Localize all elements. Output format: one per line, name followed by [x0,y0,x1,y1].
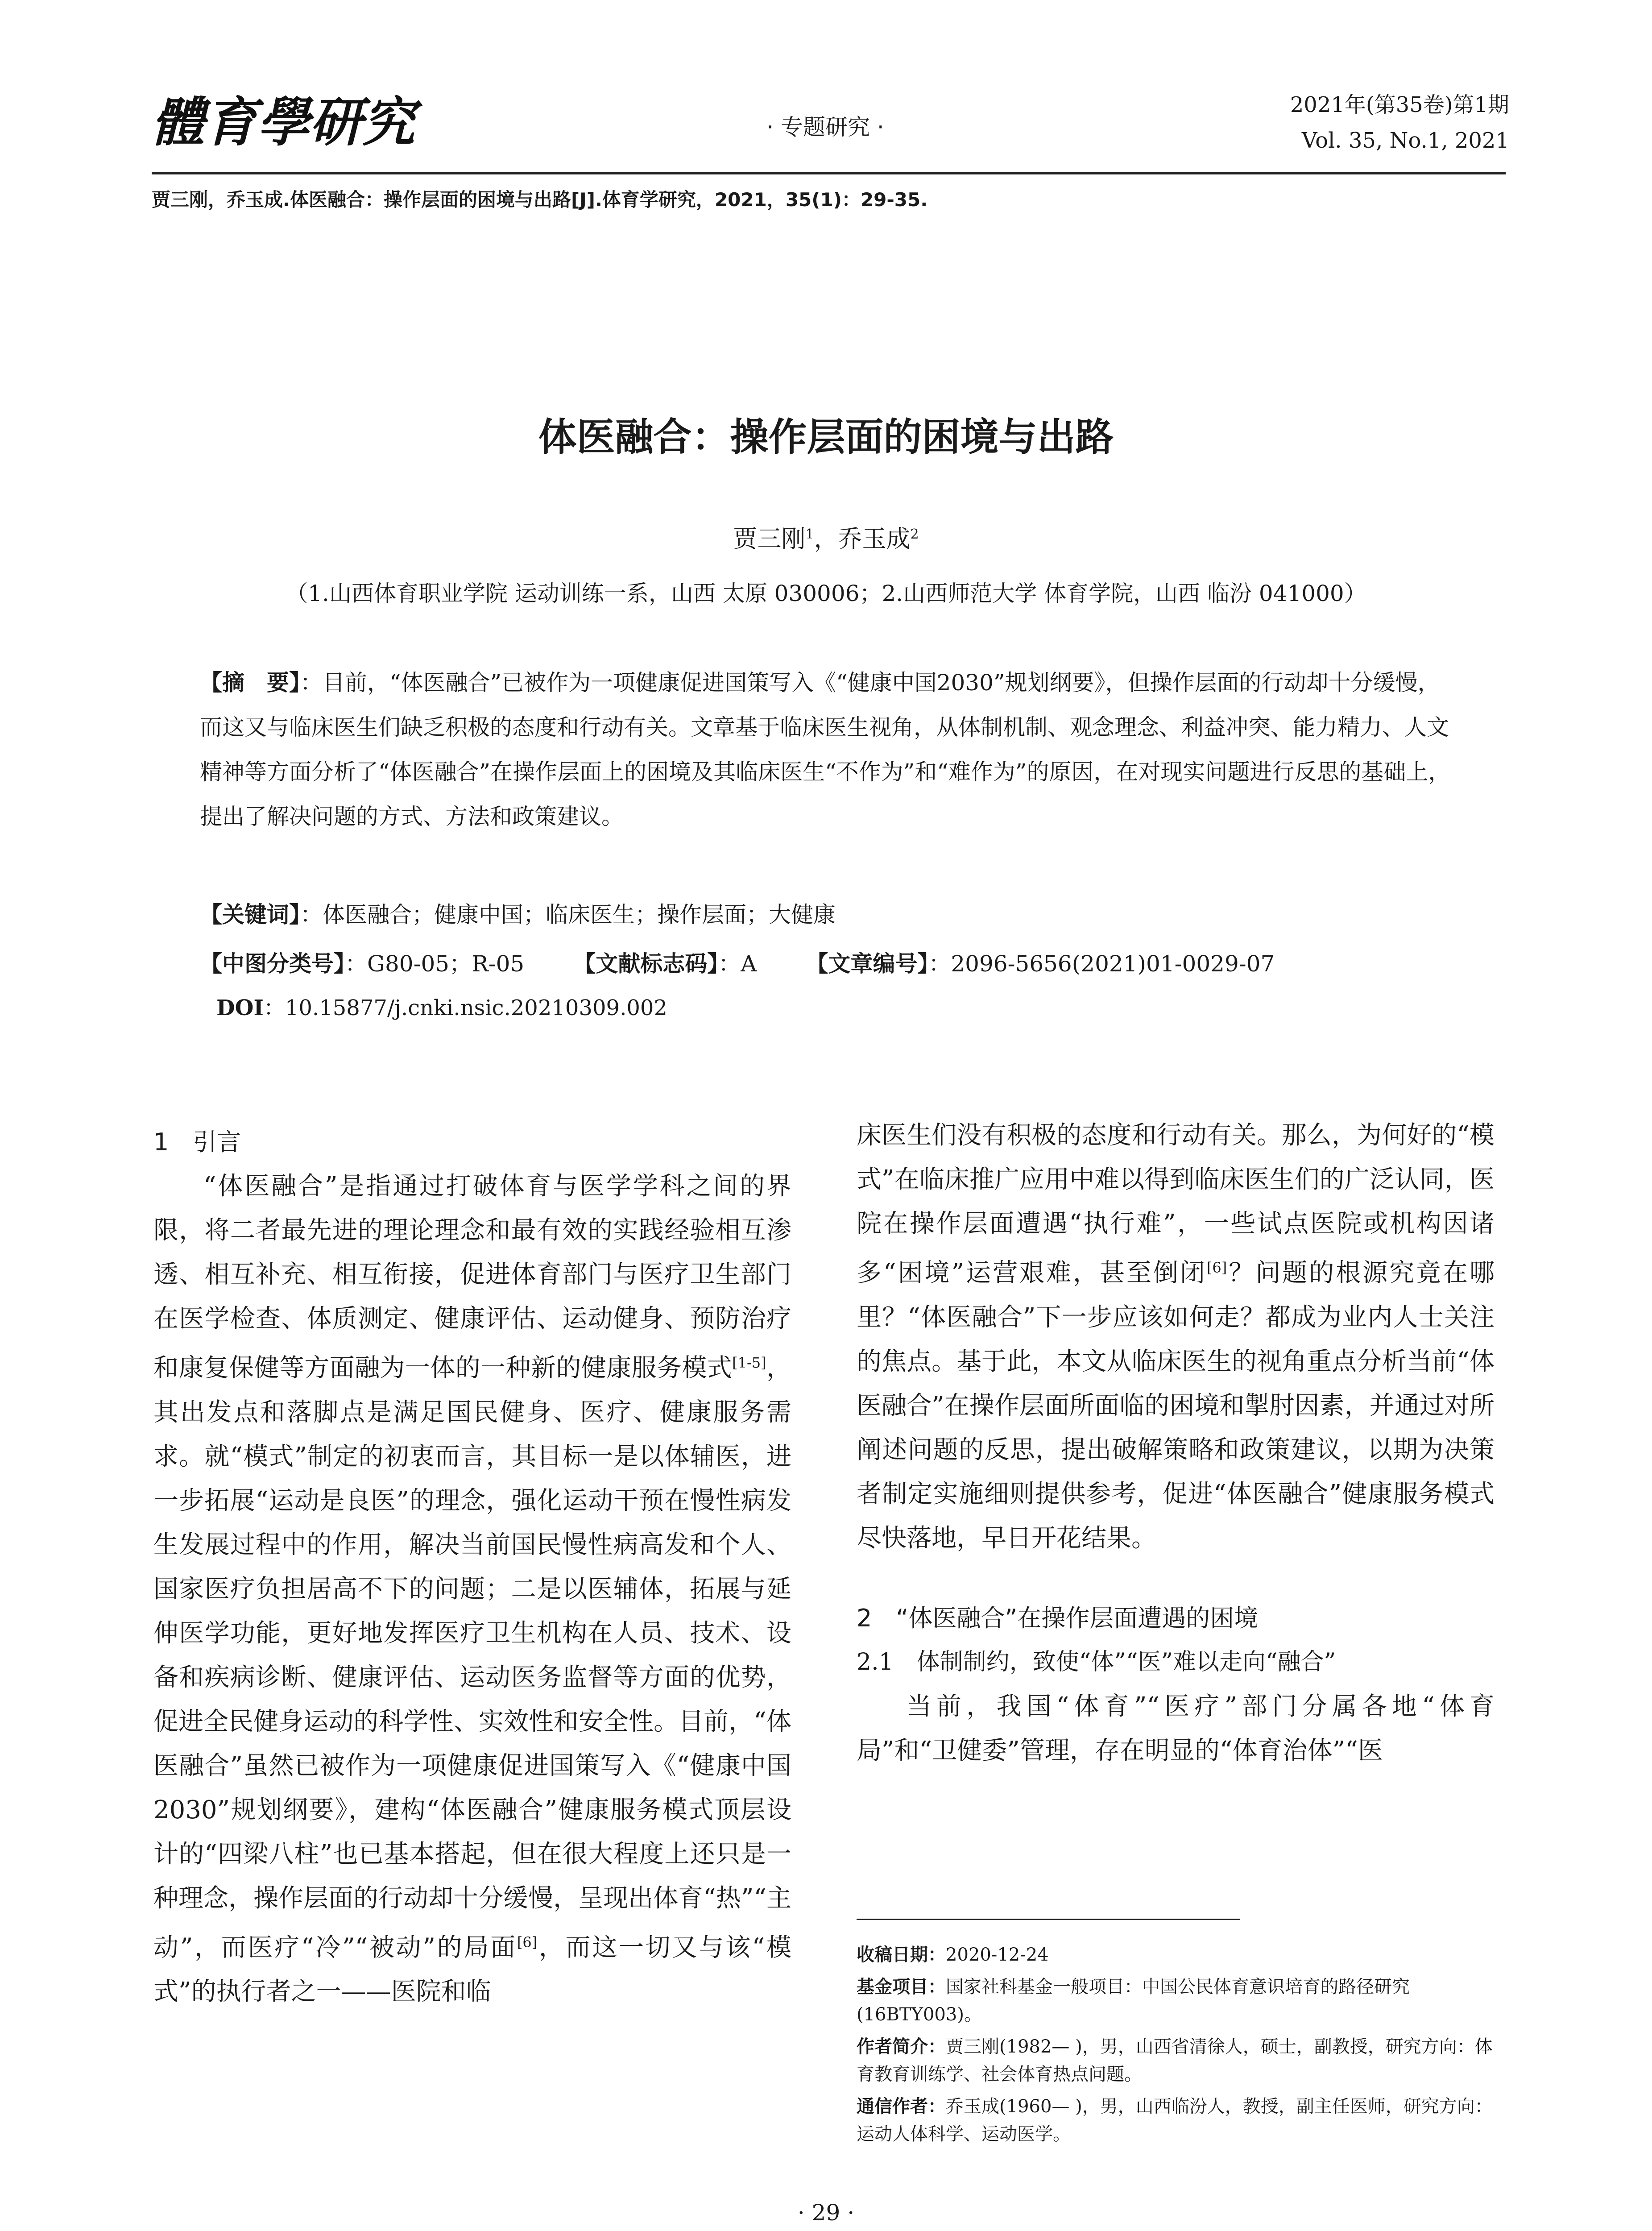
corresponding-value: 乔玉成(1960— )，男，山西临汾人，教授，副主任医师，研究方向：运动人体科学、运动医学。 [857,2096,1493,2144]
keywords [200,892,1453,937]
doccode-value: ：A [718,951,757,977]
author-2-affiliation: 2 [910,527,919,542]
corresponding-label: 通信作者： [857,2096,946,2117]
clc-value: ：G80-05；R-05 [345,951,525,977]
issue-line-year: 2021年(第35卷)第1期 [1290,92,1509,117]
clc-label: 【中图分类号】 [200,951,345,977]
keywords-text: ：体医融合；健康中国；临床医生；操作层面；大健康 [300,902,836,928]
keywords-label: 【关键词】 [200,902,300,928]
page-number: · 29 · [797,2200,855,2226]
intro-paragraph-continued [857,1113,1495,1560]
journal-logo [152,87,428,158]
body-right-column [857,1113,1495,1773]
intro-text-part-2: ，其出发点和落脚点是满足国民健身、医疗、健康服务需求。就“模式”制定的初衷而言，其目标一是以体辅医，进一步拓展“运动是良医”的理念，强化运动干预在慢性病发生发展过程中的作用，解决当前国民慢性病高发和个人、国家医疗负担居高不下的问题；二是以医辅体，拓展与延伸医学功能，更好地发挥医疗卫生机构在人员、技术、设备和疾病诊断、健康评估、运动医务监督等方面的优势，促进全民健身运动的科学性、实效性和安全性。目前，“体医融合”虽然已被作为一项健康促进国策写入《“健康中国2030”规划纲要》，建构“体医融合”健康服务模式顶层设计的“四梁八柱”也已基本搭起，但在很大程度上还只是一种理念，操作层面的行动却十分缓慢，呈现出体育“热”“主动”，而医疗“冷”“被动”的局面 [153,1353,792,1962]
section-2-1-paragraph: 当前，我国“体育”“医疗”部门分属各地“体育局”和“卫健委”管理，存在明显的“体育治体”“医 [857,1692,1495,1765]
fund-value: 国家社科基金一般项目：中国公民体育意识培育的路径研究(16BTY003)。 [857,1977,1410,2025]
section-1-heading: 1 引言 [153,1128,241,1156]
citation-line: 贾三刚，乔玉成.体医融合：操作层面的困境与出路[J].体育学研究，2021，35(1)：29-35. [152,189,928,211]
abstract-label: 【摘 要】 [200,670,300,696]
footnote-corresponding [857,2093,1508,2148]
citation-ref[interactable]: [1-5] [732,1354,766,1371]
fund-label: 基金项目： [857,1977,946,1997]
intro-cont-part-2: ？问题的根源究竟在哪里？“体医融合”下一步应该如何走？都成为业内人士关注的焦点。基于此，本文从临床医生的视角重点分析当前“体医融合”在操作层面所面临的困境和掣肘因素，并通过对所阐述问题的反思，提出破解策略和政策建议，以期为决策者制定实施细则提供参考，促进“体医融合”健康服务模式尽快落地，早日开花结果。 [857,1258,1495,1553]
footnote-received [857,1941,1508,1969]
journal-logo-calligraphy [152,87,428,158]
received-label: 收稿日期： [857,1945,946,1965]
citation-ref[interactable]: [6] [517,1933,538,1951]
footnote-rule [857,1919,1240,1920]
footnote-fund [857,1973,1508,2028]
doi-line [216,991,667,1021]
author-bio-value: 贾三刚(1982— )，男，山西省清徐人，硕士，副教授，研究方向：体育教育训练学、社会体育热点问题。 [857,2036,1493,2085]
issue-line-volume: Vol. 35, No.1, 2021 [1301,128,1509,153]
author-1-affiliation: 1 [805,527,814,542]
articleno-value: ：2096-5656(2021)01-0029-07 [928,951,1275,977]
doi-label: DOI [216,995,264,1020]
footnotes [857,1941,1508,2152]
body-left-column [153,1120,791,2014]
section-2-heading: 2 “体医融合”在操作层面遭遇的困境 [857,1604,1259,1632]
intro-cont-part-1: 床医生们没有积极的态度和行动有关。那么，为何好的“模式”在临床推广应用中难以得到临床医生们的广泛认同，医院在操作层面遭遇“执行难”，一些试点医院或机构因诸多“困境”运营艰难，甚至倒闭 [857,1121,1495,1288]
intro-text-part-1: “体医融合”是指通过打破体育与医学学科之间的界限，将二者最先进的理论理念和最有效的实践经验相互渗透、相互补充、相互衔接，促进体育部门与医疗卫生部门在医学检查、体质测定、健康评估、运动健身、预防治疗和康复保健等方面融为一体的一种新的健康服务模式 [153,1172,791,1383]
author-separator: ， [814,525,838,553]
articleno-label: 【文章编号】 [806,951,929,977]
author-1: 贾三刚 [733,525,806,553]
article-title: 体医融合：操作层面的困境与出路 [538,415,1114,460]
author-line [0,520,1652,554]
issue-info [1290,87,1509,158]
intro-paragraph-1 [153,1164,791,2014]
header-rule [152,172,1506,174]
doi-value: ：10.15877/j.cnki.nsic.20210309.002 [263,995,667,1020]
received-value: 2020-12-24 [946,1945,1049,1965]
section-label: · 专题研究 · [766,114,884,140]
section-2-1-heading: 2.1 体制制约，致使“体”“医”难以走向“融合” [857,1648,1336,1675]
abstract [200,660,1453,839]
journal-logo-text: 體育學研究 [152,91,415,153]
abstract-text: ：目前，“体医融合”已被作为一项健康促进国策写入《“健康中国2030”规划纲要》，但操作层面的行动却十分缓慢，而这又与临床医生们缺乏积极的态度和行动有关。文章基于临床医生视角，从体制机制、观念理念、利益冲突、能力精力、人文精神等方面分析了“体医融合”在操作层面上的困境及其临床医生“不作为”和“难作为”的原因，在对现实问题进行反思的基础上，提出了解决问题的方式、方法和政策建议。 [200,670,1451,829]
affiliations: （1.山西体育职业学院 运动训练一系，山西 太原 030006；2.山西师范大学 体育学院，山西 临汾 041000） [286,581,1366,606]
citation-ref[interactable]: [6] [1206,1259,1227,1276]
intro-text-part-3: ，而这一切又与该“模式”的执行者之一——医院和临 [153,1933,791,2007]
footnote-author [857,2033,1508,2088]
author-bio-label: 作者简介： [857,2036,946,2057]
doccode-label: 【文献标志码】 [573,951,719,977]
classification-line [200,941,1453,986]
author-2: 乔玉成 [838,525,911,553]
